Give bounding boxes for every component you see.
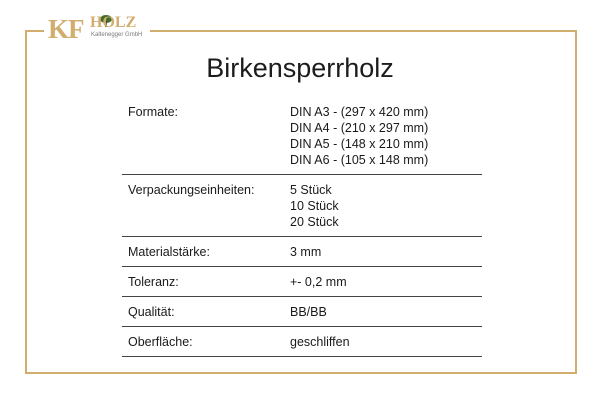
spec-label: Oberfläche:: [128, 335, 193, 349]
logo-wordmark: HOLZ: [90, 14, 137, 31]
company-logo: [44, 14, 150, 44]
spec-label: Verpackungseinheiten:: [128, 183, 255, 197]
spec-label: Toleranz:: [128, 275, 179, 289]
spec-label: Materialstärke:: [128, 245, 210, 259]
spec-value: [290, 274, 482, 290]
spec-table: [122, 100, 482, 357]
spec-value-line: 20 Stück: [290, 215, 339, 229]
spec-value-line: geschliffen: [290, 335, 350, 349]
spec-value: [290, 304, 482, 320]
spec-row-qualitaet: [122, 297, 482, 327]
spec-row-formate: [122, 100, 482, 175]
spec-row-verpackungseinheiten: [122, 175, 482, 237]
spec-value: [290, 104, 482, 168]
spec-value: [290, 182, 482, 230]
spec-row-oberflaeche: [122, 327, 482, 357]
spec-value-line: 3 mm: [290, 245, 322, 259]
spec-row-materialstaerke: [122, 237, 482, 267]
spec-value-line: DIN A4 - (210 x 297 mm): [290, 121, 429, 135]
logo-company-name: Kaltenegger GmbH: [91, 32, 143, 38]
spec-value: [290, 334, 482, 350]
spec-value-line: DIN A6 - (105 x 148 mm): [290, 153, 429, 167]
logo-mark: KF: [48, 14, 84, 44]
spec-value-line: DIN A5 - (148 x 210 mm): [290, 137, 429, 151]
spec-label: Formate:: [128, 105, 179, 119]
spec-value-line: 10 Stück: [290, 199, 339, 213]
spec-value-line: BB/BB: [290, 305, 327, 319]
spec-value-line: +- 0,2 mm: [290, 275, 347, 289]
page-title: Birkensperrholz: [206, 53, 394, 83]
spec-value-line: 5 Stück: [290, 183, 332, 197]
spec-row-toleranz: [122, 267, 482, 297]
spec-label: Qualität:: [128, 305, 175, 319]
spec-value-line: DIN A3 - (297 x 420 mm): [290, 105, 429, 119]
spec-value: [290, 244, 482, 260]
